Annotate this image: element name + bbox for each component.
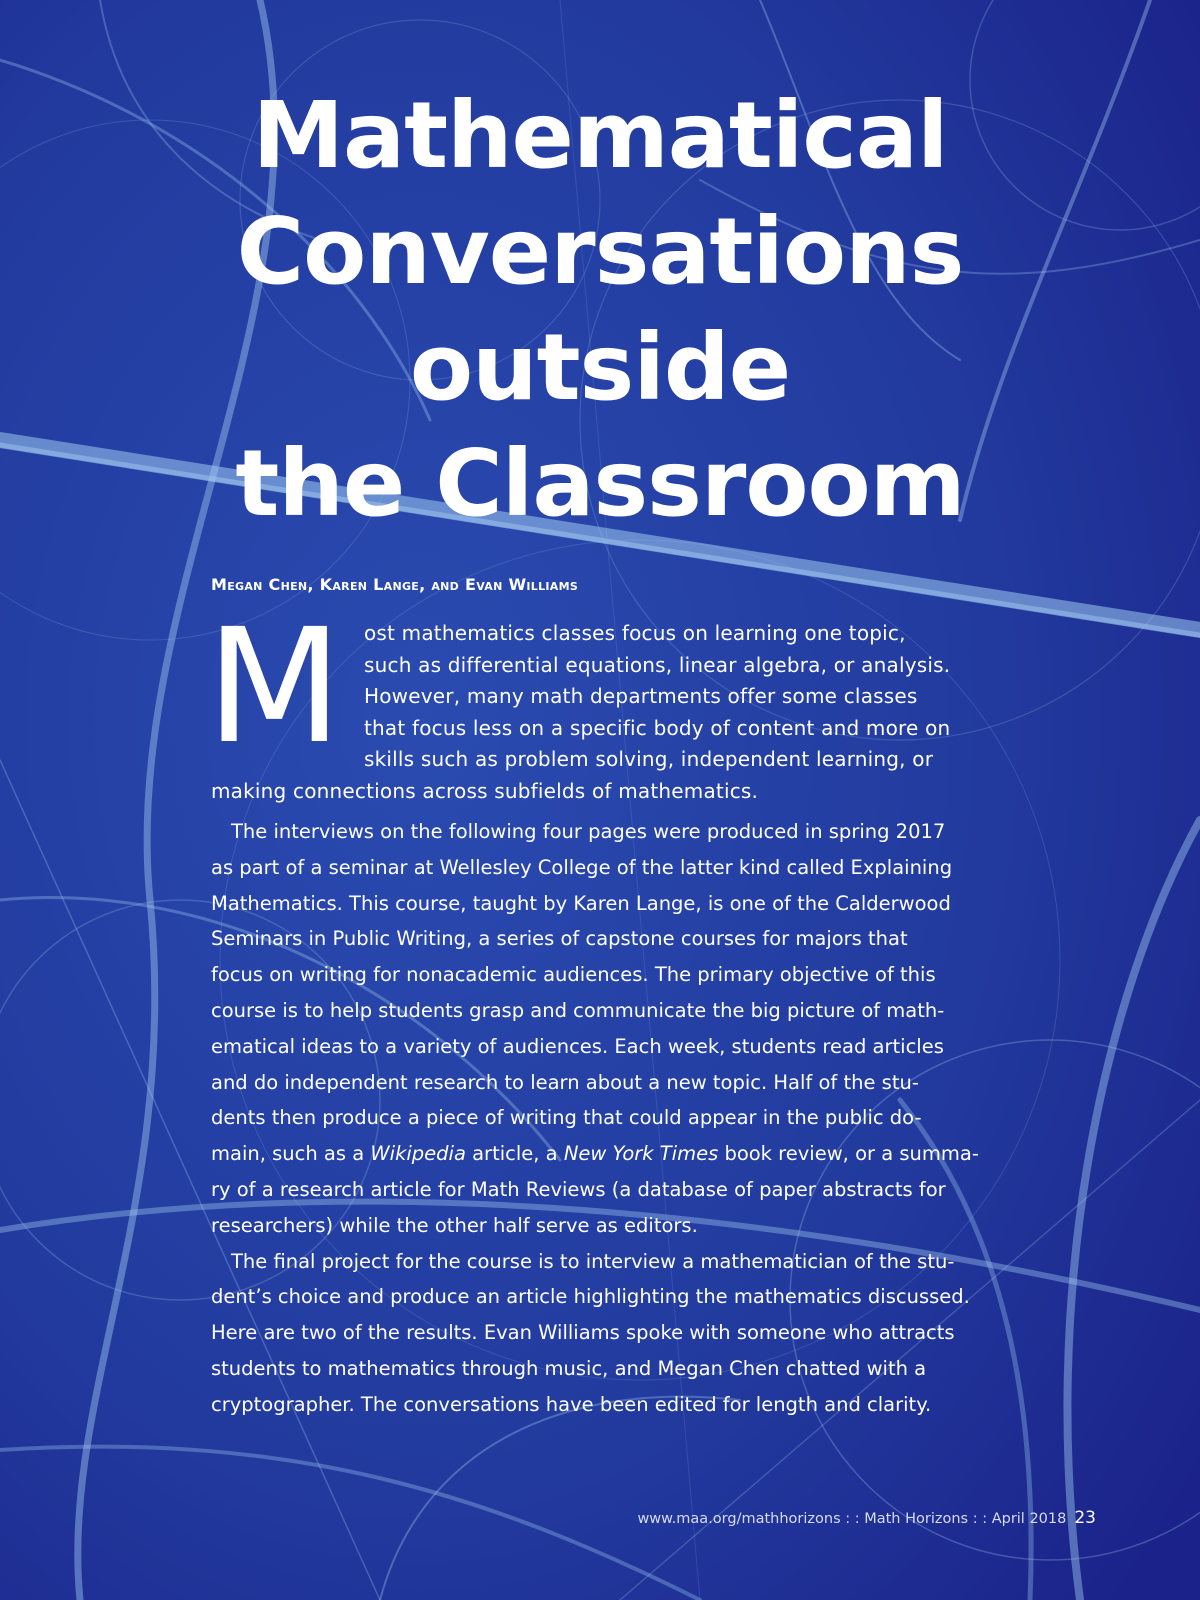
body-text: main, such as a: [211, 1142, 371, 1166]
body-line: course is to help students grasp and communicate the big picture of math-: [211, 998, 945, 1022]
body-text: article, a: [465, 1142, 564, 1166]
body-line: students to mathematics through music, and Megan Chen chatted with a: [211, 1356, 927, 1380]
body-line: dent’s choice and produce an article highlighting the mathematics discussed.: [211, 1285, 970, 1309]
lead-line: such as differential equations, linear algebra, or analysis.: [364, 652, 951, 677]
body-text: book review, or a summa-: [718, 1142, 979, 1166]
author-byline: Megan Chen, Karen Lange, and Evan Williams: [211, 575, 579, 594]
body-line: dents then produce a piece of writing that could appear in the public do-: [211, 1106, 922, 1130]
article-title: [0, 78, 1200, 542]
body-line: researchers) while the other half serve as editors.: [211, 1213, 698, 1237]
footer-text: www.maa.org/mathhorizons : : Math Horizons : : April 2018: [637, 1511, 1067, 1527]
page-footer: [0, 1508, 1096, 1528]
lead-line: ost mathematics classes focus on learning one topic,: [364, 621, 906, 645]
body-line: The final project for the course is to interview a mathematician of the stu-: [231, 1249, 955, 1273]
article-body: [211, 814, 991, 1423]
body-line: focus on writing for nonacademic audiences. The primary objective of this: [211, 963, 936, 987]
body-line: ry of a research article for Math Reviews (a database of paper abstracts for: [211, 1177, 946, 1201]
lead-line: that focus less on a specific body of content and more on: [364, 715, 951, 740]
lead-line: skills such as problem solving, independent learning, or: [364, 747, 934, 771]
body-line: Seminars in Public Writing, a series of capstone courses for majors that: [211, 927, 908, 951]
title-line-4: the Classroom: [235, 430, 965, 537]
page-number: 23: [1074, 1508, 1096, 1528]
body-line: as part of a seminar at Wellesley College of the latter kind called Explaining: [211, 855, 953, 879]
drop-cap: M: [206, 595, 343, 779]
lead-paragraph: [211, 618, 991, 807]
body-line: cryptographer. The conversations have been edited for length and clarity.: [211, 1392, 932, 1416]
publication-name-nyt: New York Times: [563, 1142, 719, 1166]
title-line-2: Conversations: [236, 198, 964, 305]
body-line: Here are two of the results. Evan Williams spoke with someone who attracts: [211, 1321, 955, 1345]
title-line-3: outside: [409, 314, 791, 421]
lead-line: making connections across subfields of mathematics.: [211, 778, 759, 803]
title-line-1: Mathematical: [252, 82, 948, 189]
publication-name-wikipedia: Wikipedia: [370, 1142, 466, 1166]
lead-line: However, many math departments offer some classes: [364, 684, 918, 708]
body-line: ematical ideas to a variety of audiences. Each week, students read articles: [211, 1034, 944, 1058]
body-line: Mathematics. This course, taught by Karen Lange, is one of the Calderwood: [211, 891, 951, 915]
body-line: and do independent research to learn about a new topic. Half of the stu-: [211, 1070, 919, 1094]
body-line: The interviews on the following four pages were produced in spring 2017: [231, 820, 946, 843]
body-line: [211, 1136, 991, 1172]
